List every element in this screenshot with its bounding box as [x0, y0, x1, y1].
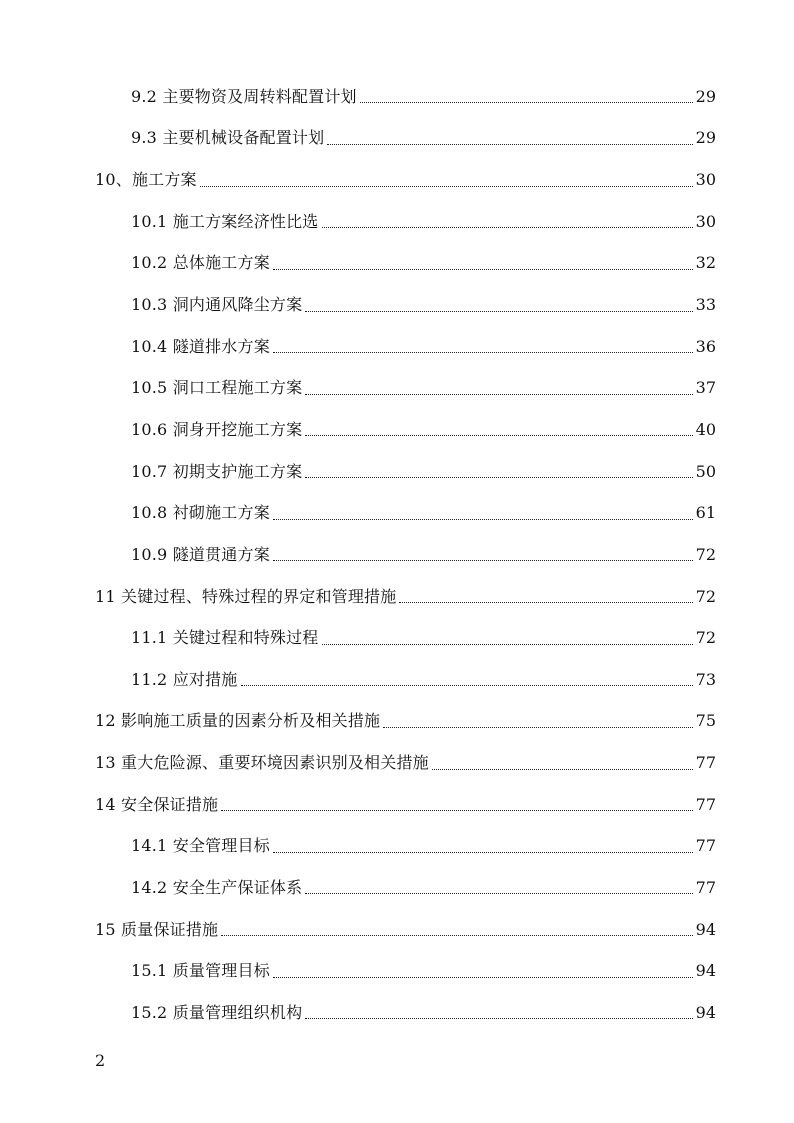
- toc-entry-title: 10.6 洞身开挖施工方案: [131, 419, 303, 439]
- toc-entry-page: 72: [695, 586, 716, 606]
- toc-entry-title: 15.2 质量管理组织机构: [131, 1002, 303, 1022]
- toc-entry-title: 10.4 隧道排水方案: [131, 336, 270, 356]
- toc-entry-title: 14.1 安全管理目标: [131, 836, 270, 856]
- toc-entry-page: 72: [695, 544, 716, 564]
- toc-dot-leader: [200, 186, 693, 187]
- toc-entry-page: 30: [695, 170, 716, 190]
- toc-entry-page: 94: [695, 919, 716, 939]
- toc-dot-leader: [360, 102, 693, 103]
- toc-entry-title: 10.3 洞内通风降尘方案: [131, 295, 303, 315]
- toc-entry-title: 14.2 安全生产保证体系: [131, 877, 303, 897]
- toc-dot-leader: [432, 769, 693, 770]
- toc-dot-leader: [273, 852, 693, 853]
- toc-entry[interactable]: [0, 617, 794, 659]
- toc-entry-title: 9.2 主要物资及周转料配置计划: [131, 86, 357, 106]
- toc-entry[interactable]: [0, 201, 794, 243]
- toc-entry-page: 94: [695, 961, 716, 981]
- toc-dot-leader: [305, 311, 693, 312]
- toc-entry-page: 32: [695, 253, 716, 273]
- toc-entry-page: 33: [695, 295, 716, 315]
- toc-entry[interactable]: [0, 243, 794, 285]
- toc-entry-title: 10.1 施工方案经济性比选: [131, 211, 319, 231]
- toc-entry[interactable]: [0, 826, 794, 868]
- toc-dot-leader: [241, 685, 693, 686]
- toc-entry-title: 15.1 质量管理目标: [131, 961, 270, 981]
- toc-entry-page: 77: [695, 877, 716, 897]
- toc-dot-leader: [322, 644, 693, 645]
- toc-dot-leader: [399, 602, 693, 603]
- toc-entry[interactable]: [0, 118, 794, 160]
- toc-entry-title: 13 重大危险源、重要环境因素识别及相关措施: [95, 753, 429, 773]
- toc-entry-page: 77: [695, 794, 716, 814]
- toc-entry[interactable]: [0, 451, 794, 493]
- toc-dot-leader: [273, 352, 693, 353]
- toc-entry[interactable]: [0, 284, 794, 326]
- toc-entry-title: 10.5 洞口工程施工方案: [131, 378, 303, 398]
- page-number: 2: [95, 1051, 106, 1070]
- toc-dot-leader: [322, 227, 693, 228]
- toc-entry[interactable]: [0, 867, 794, 909]
- toc-entry[interactable]: [0, 159, 794, 201]
- toc-entry-page: 77: [695, 753, 716, 773]
- toc-entry-page: 50: [695, 461, 716, 481]
- toc-entry[interactable]: [0, 326, 794, 368]
- toc-entry[interactable]: [0, 909, 794, 951]
- toc-dot-leader: [383, 727, 693, 728]
- toc-entry-title: 10.2 总体施工方案: [131, 253, 270, 273]
- toc-entry-page: 29: [695, 128, 716, 148]
- toc-entry-title: 11.2 应对措施: [131, 669, 238, 689]
- toc-entry[interactable]: [0, 742, 794, 784]
- toc-dot-leader: [305, 893, 693, 894]
- toc-entry-page: 77: [695, 836, 716, 856]
- toc-dot-leader: [305, 435, 693, 436]
- toc-entry-title: 10.7 初期支护施工方案: [131, 461, 303, 481]
- toc-entry[interactable]: [0, 409, 794, 451]
- toc-entry[interactable]: [0, 950, 794, 992]
- toc-entry-page: 94: [695, 1002, 716, 1022]
- toc-entry-title: 9.3 主要机械设备配置计划: [131, 128, 325, 148]
- toc-entry-page: 61: [695, 503, 716, 523]
- toc-dot-leader: [273, 519, 693, 520]
- toc-entry[interactable]: [0, 492, 794, 534]
- toc-entry[interactable]: [0, 367, 794, 409]
- toc-entry-page: 72: [695, 628, 716, 648]
- toc-entry[interactable]: [0, 576, 794, 618]
- toc-entry-page: 73: [695, 669, 716, 689]
- toc-entry-page: 30: [695, 211, 716, 231]
- toc-entry[interactable]: [0, 701, 794, 743]
- toc-entry-title: 11.1 关键过程和特殊过程: [131, 628, 319, 648]
- toc-entry-title: 10.8 衬砌施工方案: [131, 503, 270, 523]
- toc-entry[interactable]: [0, 992, 794, 1034]
- toc-entry-title: 14 安全保证措施: [95, 794, 219, 814]
- toc-dot-leader: [273, 977, 693, 978]
- toc-entry-title: 10、施工方案: [95, 170, 197, 190]
- toc-dot-leader: [305, 477, 693, 478]
- toc-entry[interactable]: [0, 534, 794, 576]
- toc-entry-page: 37: [695, 378, 716, 398]
- toc-dot-leader: [327, 144, 693, 145]
- toc-entry-page: 29: [695, 86, 716, 106]
- toc-entry[interactable]: [0, 784, 794, 826]
- toc-entry-title: 11 关键过程、特殊过程的界定和管理措施: [95, 586, 397, 606]
- toc-entry-page: 40: [695, 419, 716, 439]
- toc-entry-page: 75: [695, 711, 716, 731]
- toc-dot-leader: [273, 560, 693, 561]
- table-of-contents: [0, 76, 794, 1034]
- toc-entry-title: 12 影响施工质量的因素分析及相关措施: [95, 711, 381, 731]
- toc-entry-title: 15 质量保证措施: [95, 919, 219, 939]
- toc-dot-leader: [221, 810, 693, 811]
- toc-entry-title: 10.9 隧道贯通方案: [131, 544, 270, 564]
- toc-dot-leader: [305, 394, 693, 395]
- toc-dot-leader: [305, 1018, 693, 1019]
- toc-entry-page: 36: [695, 336, 716, 356]
- toc-dot-leader: [273, 269, 693, 270]
- toc-entry[interactable]: [0, 76, 794, 118]
- toc-dot-leader: [221, 935, 693, 936]
- toc-entry[interactable]: [0, 659, 794, 701]
